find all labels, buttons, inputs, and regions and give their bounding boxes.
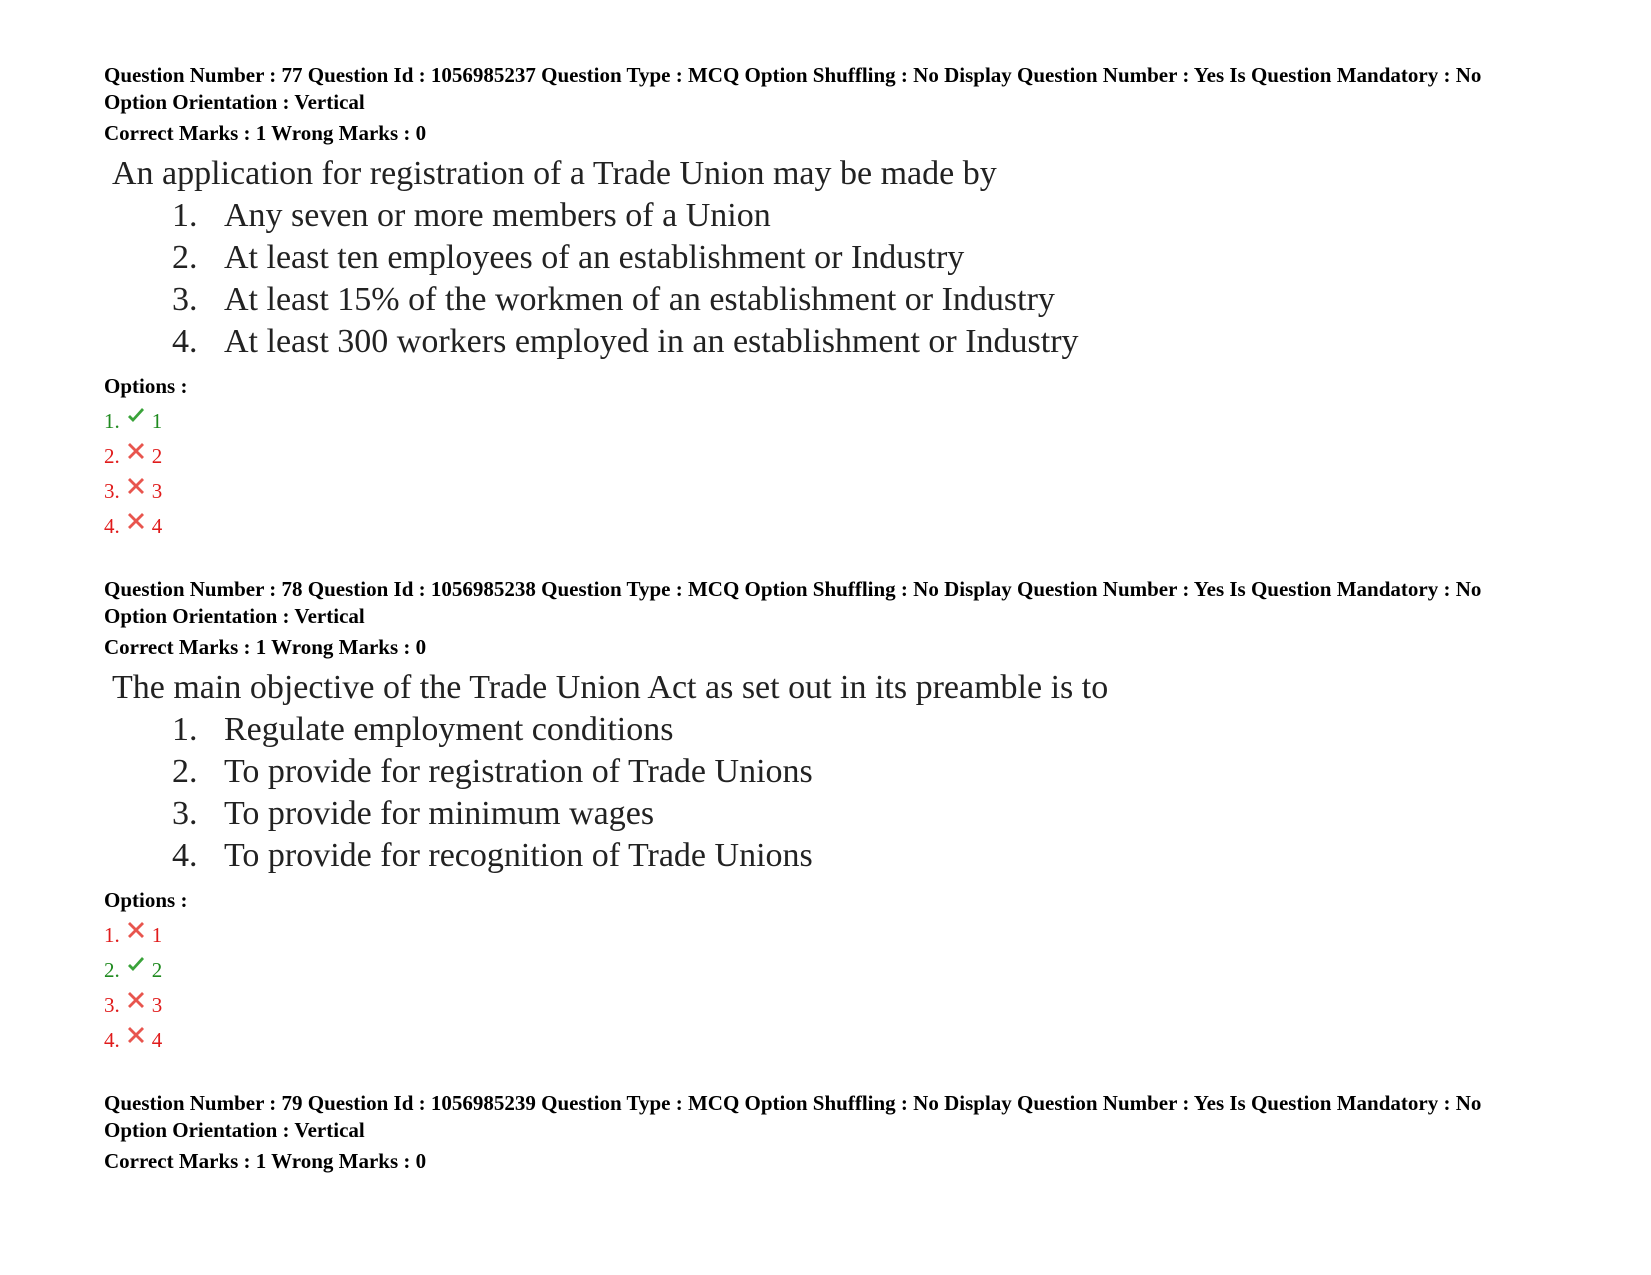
option-number: 2. bbox=[104, 958, 120, 982]
option-number: 1. bbox=[104, 409, 120, 433]
option-value: 2 bbox=[151, 444, 163, 468]
options-list bbox=[104, 922, 1604, 1054]
option-item bbox=[104, 922, 1604, 949]
choice-text: To provide for registration of Trade Unions bbox=[224, 753, 813, 790]
choice-number: 1. bbox=[172, 197, 198, 234]
cross-icon bbox=[126, 441, 146, 461]
option-item bbox=[104, 443, 1604, 470]
option-value: 1 bbox=[151, 409, 163, 433]
choice-text: At least 15% of the workmen of an establishment or Industry bbox=[224, 281, 1055, 318]
cross-icon bbox=[126, 920, 146, 940]
option-value: 4 bbox=[151, 514, 163, 538]
options-label: Options : bbox=[104, 374, 188, 398]
question-marks: Correct Marks : 1 Wrong Marks : 0 bbox=[104, 635, 427, 659]
question-78 bbox=[104, 576, 1604, 1054]
option-item bbox=[104, 513, 1604, 540]
choice-item bbox=[172, 279, 1604, 321]
option-value: 4 bbox=[151, 1028, 163, 1052]
question-marks: Correct Marks : 1 Wrong Marks : 0 bbox=[104, 1149, 427, 1173]
choice-item bbox=[172, 195, 1604, 237]
question-meta: Question Number : 79 Question Id : 1056985239 Question Type : MCQ Option Shuffling : No Display Question Number : Yes Is Question Mandatory : No Option Orientation : Vertical bbox=[104, 1091, 1482, 1142]
check-icon bbox=[126, 406, 146, 426]
cross-icon bbox=[126, 511, 146, 531]
choice-item bbox=[172, 793, 1604, 835]
option-value: 2 bbox=[151, 958, 163, 982]
option-value: 1 bbox=[151, 923, 163, 947]
choice-text: Any seven or more members of a Union bbox=[224, 197, 771, 234]
choice-item bbox=[172, 835, 1604, 877]
options-label: Options : bbox=[104, 888, 188, 912]
question-image bbox=[112, 667, 1604, 877]
choice-item bbox=[172, 709, 1604, 751]
check-icon bbox=[126, 955, 146, 975]
choice-text: To provide for minimum wages bbox=[224, 795, 655, 832]
option-number: 4. bbox=[104, 514, 120, 538]
choice-text: At least ten employees of an establishment or Industry bbox=[224, 239, 965, 276]
choice-number: 3. bbox=[172, 795, 198, 832]
option-number: 3. bbox=[104, 479, 120, 503]
choice-number: 1. bbox=[172, 711, 198, 748]
option-number: 4. bbox=[104, 1028, 120, 1052]
option-item bbox=[104, 992, 1604, 1019]
option-item bbox=[104, 957, 1604, 984]
question-meta: Question Number : 78 Question Id : 1056985238 Question Type : MCQ Option Shuffling : No Display Question Number : Yes Is Question Mandatory : No Option Orientation : Vertical bbox=[104, 577, 1482, 628]
question-79 bbox=[104, 1090, 1604, 1175]
document-page bbox=[104, 62, 1604, 1219]
option-item bbox=[104, 1027, 1604, 1054]
choice-number: 2. bbox=[172, 753, 198, 790]
choice-list bbox=[112, 195, 1604, 363]
choice-item bbox=[172, 751, 1604, 793]
cross-icon bbox=[126, 476, 146, 496]
choice-text: To provide for recognition of Trade Unions bbox=[224, 837, 813, 874]
option-value: 3 bbox=[151, 479, 163, 503]
choice-number: 4. bbox=[172, 837, 198, 874]
question-77 bbox=[104, 62, 1604, 540]
option-number: 3. bbox=[104, 993, 120, 1017]
question-marks: Correct Marks : 1 Wrong Marks : 0 bbox=[104, 121, 427, 145]
choice-item bbox=[172, 321, 1604, 363]
choice-number: 4. bbox=[172, 323, 198, 360]
question-image bbox=[112, 153, 1604, 363]
choice-number: 3. bbox=[172, 281, 198, 318]
choice-number: 2. bbox=[172, 239, 198, 276]
option-value: 3 bbox=[151, 993, 163, 1017]
question-meta: Question Number : 77 Question Id : 1056985237 Question Type : MCQ Option Shuffling : No Display Question Number : Yes Is Question Mandatory : No Option Orientation : Vertical bbox=[104, 63, 1482, 114]
option-number: 2. bbox=[104, 444, 120, 468]
option-item bbox=[104, 408, 1604, 435]
question-stem: The main objective of the Trade Union Act as set out in its preamble is to bbox=[112, 669, 1109, 706]
choice-item bbox=[172, 237, 1604, 279]
choice-text: At least 300 workers employed in an establishment or Industry bbox=[224, 323, 1079, 360]
cross-icon bbox=[126, 990, 146, 1010]
option-number: 1. bbox=[104, 923, 120, 947]
choice-text: Regulate employment conditions bbox=[224, 711, 674, 748]
question-stem: An application for registration of a Trade Union may be made by bbox=[112, 155, 997, 192]
options-list bbox=[104, 408, 1604, 540]
option-item bbox=[104, 478, 1604, 505]
choice-list bbox=[112, 709, 1604, 877]
cross-icon bbox=[126, 1025, 146, 1045]
